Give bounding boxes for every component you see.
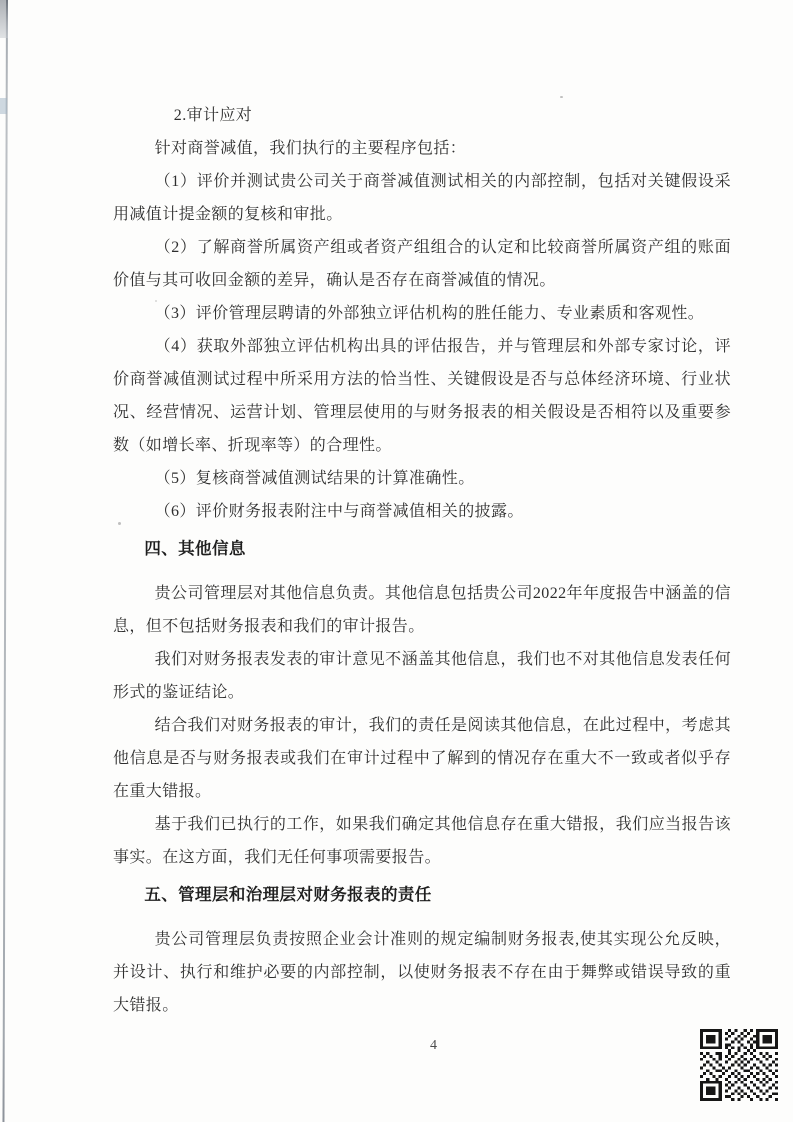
other-information-paragraph-1: 贵公司管理层对其他信息负责。其他信息包括贵公司2022年年度报告中涵盖的信息，但不包括财务报表和我们的审计报告。 <box>113 585 731 635</box>
other-information-paragraph-4: 基于我们已执行的工作，如果我们确定其他信息存在重大错报，我们应当报告该事实。在这方面，我们无任何事项需要报告。 <box>113 816 731 866</box>
other-information-paragraph-3: 结合我们对财务报表的审计，我们的责任是阅读其他信息，在此过程中，考虑其他信息是否与财务报表或我们在审计过程中了解到的情况存在重大不一致或者似乎存在重大错报。 <box>113 717 731 800</box>
scan-speck <box>560 96 563 98</box>
numbered-item-2: （2）了解商誉所属资产组或者资产组组合的认定和比较商誉所属资产组的账面价值与其可收回金额的差异，确认是否存在商誉减值的情况。 <box>113 239 731 289</box>
numbered-item-6: （6）评价财务报表附注中与商誉减值相关的披露。 <box>154 503 524 520</box>
scan-edge-smudge <box>0 0 8 38</box>
numbered-item-4: （4）获取外部独立评估机构出具的评估报告，并与管理层和外部专家讨论，评价商誉减值测试过程中所采用方法的恰当性、关键假设是否与总体经济环境、行业状况、经营情况、运营计划、管理层使用的与财务报表的相关假设是否相符以及重要参数（如增长率、折现率等）的合理性。 <box>113 338 731 454</box>
audit-response-subheading: 2.审计应对 <box>173 107 253 124</box>
numbered-item-5: （5）复核商誉减值测试结果的计算准确性。 <box>154 470 475 487</box>
section-heading-other-information: 四、其他信息 <box>144 539 246 558</box>
scan-edge-mark <box>0 98 7 114</box>
scan-edge-line <box>2 0 8 1122</box>
report-body <box>113 99 731 1022</box>
other-information-paragraph-2: 我们对财务报表发表的审计意见不涵盖其他信息，我们也不对其他信息发表任何形式的鉴证结论。 <box>113 651 731 701</box>
page-number: 4 <box>430 1038 437 1053</box>
responsibilities-paragraph-1: 贵公司管理层负责按照企业会计准则的规定编制财务报表,使其实现公允反映，并设计、执行和维护必要的内部控制，以使财务报表不存在由于舞弊或错误导致的重大错报。 <box>113 931 731 1014</box>
section-heading-responsibilities: 五、管理层和治理层对财务报表的责任 <box>144 885 432 904</box>
numbered-item-3: （3）评价管理层聘请的外部独立评估机构的胜任能力、专业素质和客观性。 <box>154 305 705 322</box>
qr-code-stamp <box>700 1029 778 1101</box>
intro-paragraph: 针对商誉减值，我们执行的主要程序包括： <box>154 140 467 157</box>
numbered-item-1: （1）评价并测试贵公司关于商誉减值测试相关的内部控制，包括对关键假设采用减值计提金额的复核和审批。 <box>113 173 731 223</box>
